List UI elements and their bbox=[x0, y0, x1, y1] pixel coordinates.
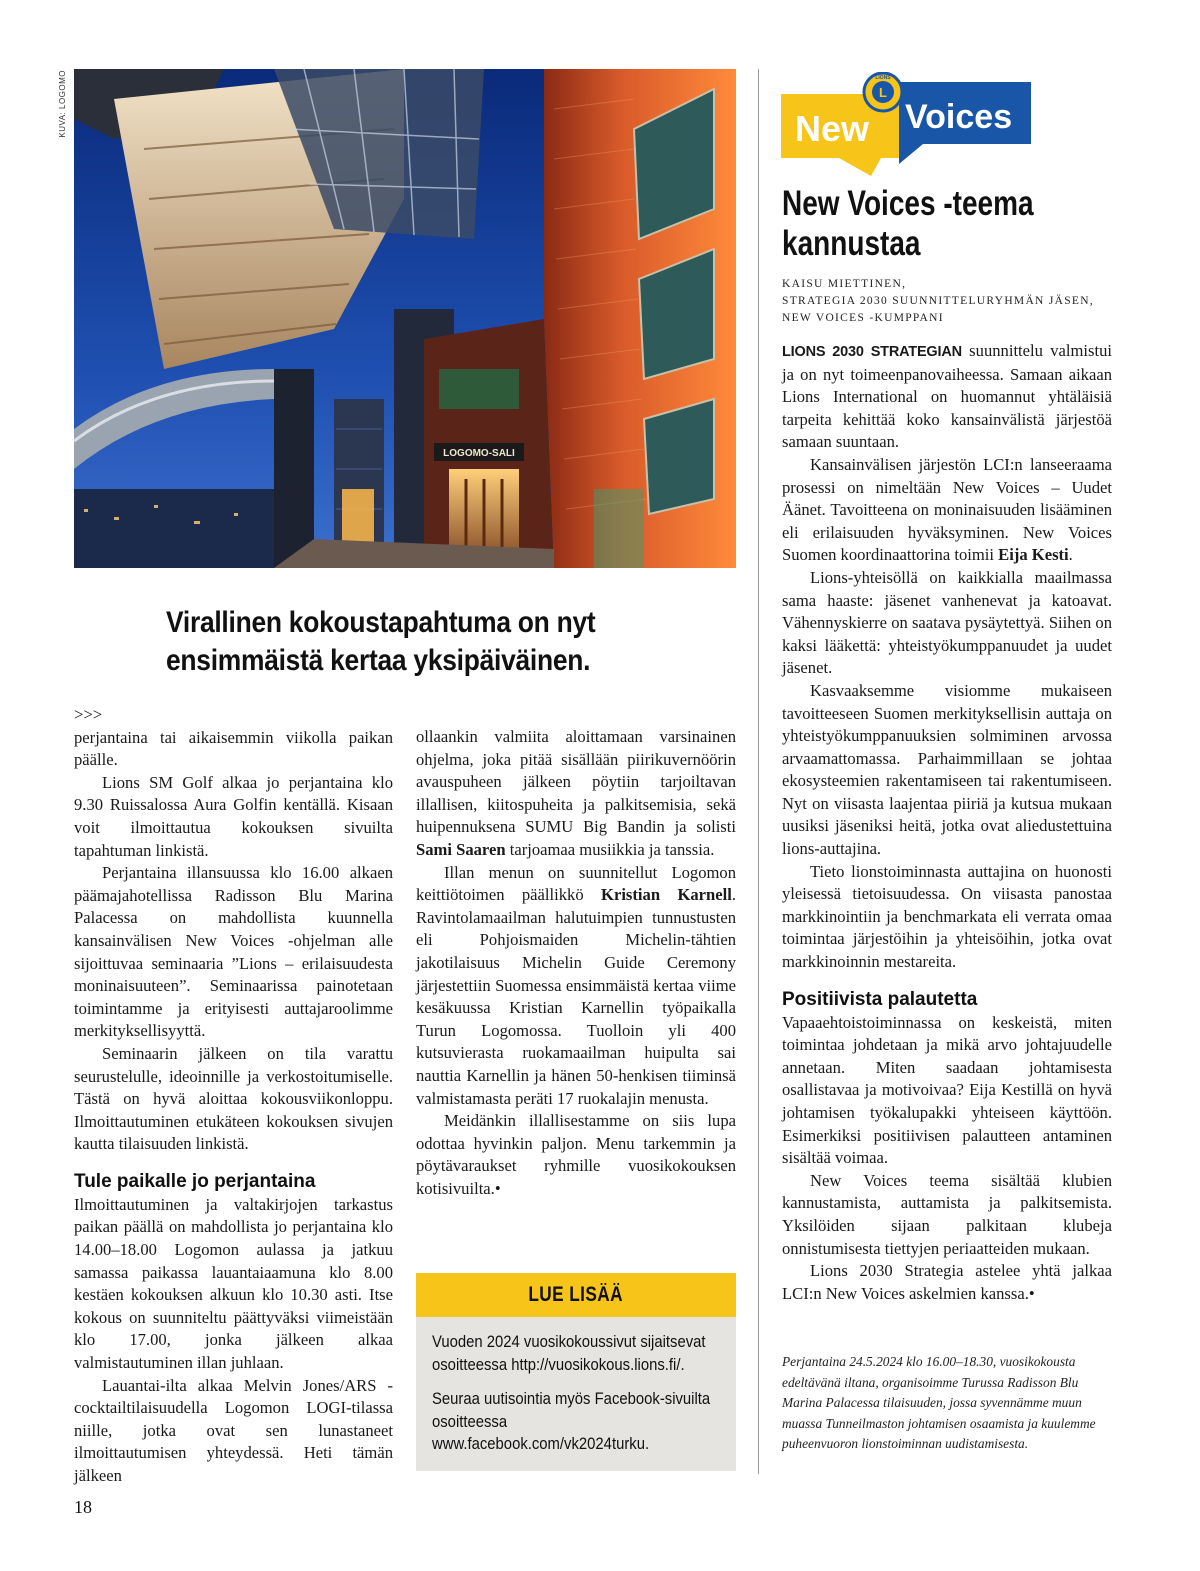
logo-word-new: New bbox=[795, 108, 870, 149]
read-more-box bbox=[416, 1273, 736, 1471]
logomo-sali-sign: LOGOMO-SALI bbox=[443, 448, 515, 459]
photo-credit: KUVA: LOGOMO bbox=[58, 70, 67, 138]
subheading-positiivista-palautetta: Positiivista palautetta bbox=[782, 988, 978, 1010]
byline-role: STRATEGIA 2030 SUUNNITTELURYHMÄN JÄSEN, bbox=[782, 295, 1095, 307]
paragraph: New Voices teema sisältää klubien kannustamista, auttamista ja palkitsemista. Yksilöiden sijaan palkitaan klubeja onnistumisesta tiettyjen periaatteiden mukaan. bbox=[782, 1170, 1112, 1258]
left-article-column-2 bbox=[416, 726, 736, 1200]
paragraph: Tieto lionstoiminnasta auttajina on huonosti yleisessä tietoisuudessa. On viisasta panostaa markkinointiin ja benchmarkata eli verrata omaa toimintaa järjestöihin ja yhteisöihin, jotka ovat markkinoinnin mestareita. bbox=[782, 861, 1112, 972]
paragraph: perjantaina tai aikaisemmin viikolla paikan päälle. bbox=[74, 727, 393, 770]
byline bbox=[782, 276, 1122, 327]
column-divider bbox=[758, 69, 759, 1474]
pullquote bbox=[166, 604, 624, 680]
paragraph: Illan menun on suunnitellut Logomon keittiötoimen päällikkö Kristian Karnell. Ravintolamaailman halutuimpien tunnustusten eli Pohjoismaiden Michelin-tähtien jakotilaisuus Michelin Guide Ceremony järjestettiin Suomessa ensimmäistä kertaa viime kesäkuussa Kristian Karnellin työpaikalla Turun Logomossa. Tuolloin yli 400 kutsuvierasta ruokamaailman huipulta sai nauttia Karnellin ja hänen 50-henkisen tiiminsä valmistamasta peräti 17 ruokalajin menusta. bbox=[416, 862, 736, 1108]
logomo-building-photo bbox=[74, 69, 736, 568]
paragraph: Lions-yhteisöllä on kaikkialla maailmassa sama haaste: jäsenet vanhenevat ja katoavat. Vähennyskierre on saatava pysäytettyä. Siihen on kaksi lääkettä: yhteistyökumppanuudet ja uudet jäsenet. bbox=[782, 567, 1112, 678]
continued-marker: >>> bbox=[74, 705, 103, 724]
pullquote-line-1: Virallinen kokoustapahtuma on nyt bbox=[166, 606, 596, 639]
byline-author: KAISU MIETTINEN, bbox=[782, 278, 907, 290]
article-headline: New Voices -teema kannustaa bbox=[782, 184, 1034, 263]
right-article-column bbox=[782, 340, 1112, 1305]
paragraph: Vapaaehtoistoiminnassa on keskeistä, miten toimintaa johdetaan ja mikä arvo johtajuudelle annetaan. Miten saadaan johtamisesta osallistavaa ja motivoivaa? Eija Kestillä on hyvä johtamisen työkalupakki yhteiseen käyttöön. Esimerkiksi positiivisen palautteen antaminen sisältää voimaa. bbox=[782, 1012, 1112, 1168]
emblem-text: LIONS bbox=[875, 75, 891, 81]
paragraph: Lions 2030 Strategia astelee yhtä jalkaa LCI:n New Voices askelmien kanssa.• bbox=[782, 1261, 1112, 1303]
paragraph: Perjantaina illansuussa klo 16.00 alkaen päämajahotellissa Radisson Blu Marina Palacessa on mahdollista kuunnella kansainvälisen New Voices -ohjelman alle sijoittuvaa seminaaria ”Lions – erilaisuudesta moninaisuuteen”. Seminaarissa painotetaan toimintamme ja erityisesti auttajaroolimme merkityksellisyyttä. bbox=[74, 863, 393, 1041]
page-number: 18 bbox=[74, 1497, 92, 1517]
person-name: Eija Kesti bbox=[998, 545, 1069, 565]
subheading-tule-paikalle: Tule paikalle jo perjantaina bbox=[74, 1170, 316, 1192]
person-name: Sami Saaren bbox=[416, 839, 506, 859]
event-caption: Perjantaina 24.5.2024 klo 16.00–18.30, vuosikokousta edeltävänä iltana, organisoimme Turussa Radisson Blu Marina Palacessa tilaisuuden, jossa syvennämme muun muassa Tunneilmaston johtamisen osaamista ja kuulemme puheenvuoron lionstoiminnan uudistamisesta. bbox=[782, 1354, 1096, 1451]
paragraph: Seminaarin jälkeen on tila varattu seurustelulle, ideoinnille ja verkostoitumiselle. Tästä on hyvä aloittaa kokousviikonloppu. Ilmoittautuminen etukäteen kokouksen sivujen kautta tilaisuuden linkistä. bbox=[74, 1043, 393, 1154]
emblem-letter: L bbox=[879, 85, 887, 100]
paragraph: Lauantai-ilta alkaa Melvin Jones/ARS -cocktailtilaisuudella Logomon LOGI-tilassa niille, jotka ovat sen lunastaneet ilmoittautumisen yhteydessä. Heti tämän jälkeen bbox=[74, 1375, 393, 1485]
lead-bold: LIONS 2030 STRATEGIAN bbox=[782, 344, 962, 360]
paragraph: Kansainvälisen järjestön LCI:n lanseeraama prosessi on nimeltään New Voices – Uudet Äänet. Tavoitteena on moninaisuuden lisääminen eli erilaisuuden hyväksyminen. New Voices Suomen koordinaattorina toimii Eija Kesti. bbox=[782, 454, 1112, 565]
paragraph: Ilmoittautuminen ja valtakirjojen tarkastus paikan päällä on mahdollista jo perjantaina klo 14.00–18.00 Logomon aulassa ja jatkuu samassa paikassa lauantaiaamuna klo 8.00 kestäen kokouksen alkuun klo 10.30 asti. Itse kokous on suunniteltu päättyväksi viimeistään klo 17.00, jonka jälkeen alkaa valmistautuminen illan juhlaan. bbox=[74, 1194, 393, 1373]
paragraph: Kasvaaksemme visiomme mukaiseen tavoitteeseen Suomen merkityksellisin auttaja on yhteistyökumppanuuksien solmiminen arvossa arvaamattomassa. Parhaimmillaan se johtaa ekosysteemien rakentamiseen tai rakentumiseen. Nyt on viisasta laajentaa piiriä ja kutsua mukaan uusiksi jäseniksi heitä, jotka ovat aliedustettuina lions-auttajina. bbox=[782, 680, 1112, 859]
pullquote-line-2: ensimmäistä kertaa yksipäiväinen. bbox=[166, 644, 591, 677]
new-voices-logo bbox=[781, 72, 1031, 180]
logo-word-voices: Voices bbox=[905, 98, 1013, 136]
lead-paragraph: LIONS 2030 STRATEGIAN suunnittelu valmistui ja on nyt toimeenpanovaiheessa. Samaan aikaan Lions International on huomannut yhtäläisiä tarpeita kehittää koko kansainvälistä järjestöä samaan suuntaan. bbox=[782, 341, 1112, 452]
read-more-title: LUE LISÄÄ bbox=[528, 1283, 624, 1306]
byline-role-2: NEW VOICES -KUMPPANI bbox=[782, 312, 944, 324]
paragraph: Lions SM Golf alkaa jo perjantaina klo 9.30 Ruissalossa Aura Golfin kentällä. Kisaan voit ilmoittautua kokouksen sivuilta tapahtuman linkistä. bbox=[74, 772, 393, 860]
read-more-header bbox=[416, 1273, 736, 1317]
paragraph: ollaankin valmiita aloittamaan varsinainen ohjelma, joka pitää sisällään piirikuvernöörin avauspuheen jälkeen pöytiin tarjoiltavan illallisen, kiitospuheita ja palkitsemisia, sekä huipennuksena SUMU Big Bandin ja solisti Sami Saaren tarjoamaa musiikkia ja tanssia. bbox=[416, 727, 736, 859]
read-more-text-1: Vuoden 2024 vuosikokoussivut sijaitsevat osoitteessa http://vuosikokous.lions.fi/. bbox=[432, 1333, 706, 1374]
paragraph: Meidänkin illallisestamme on siis lupa odottaa hyvinkin paljon. Menu tarkemmin ja pöytävaraukset ryhmille vuosikokouksen kotisivuilta.• bbox=[416, 1111, 736, 1198]
person-name: Kristian Karnell bbox=[601, 885, 732, 905]
left-article-column-1 bbox=[74, 704, 393, 1488]
read-more-text-2: Seuraa uutisointia myös Facebook-sivuilta osoitteessa www.facebook.com/vk2024turku. bbox=[432, 1390, 711, 1453]
